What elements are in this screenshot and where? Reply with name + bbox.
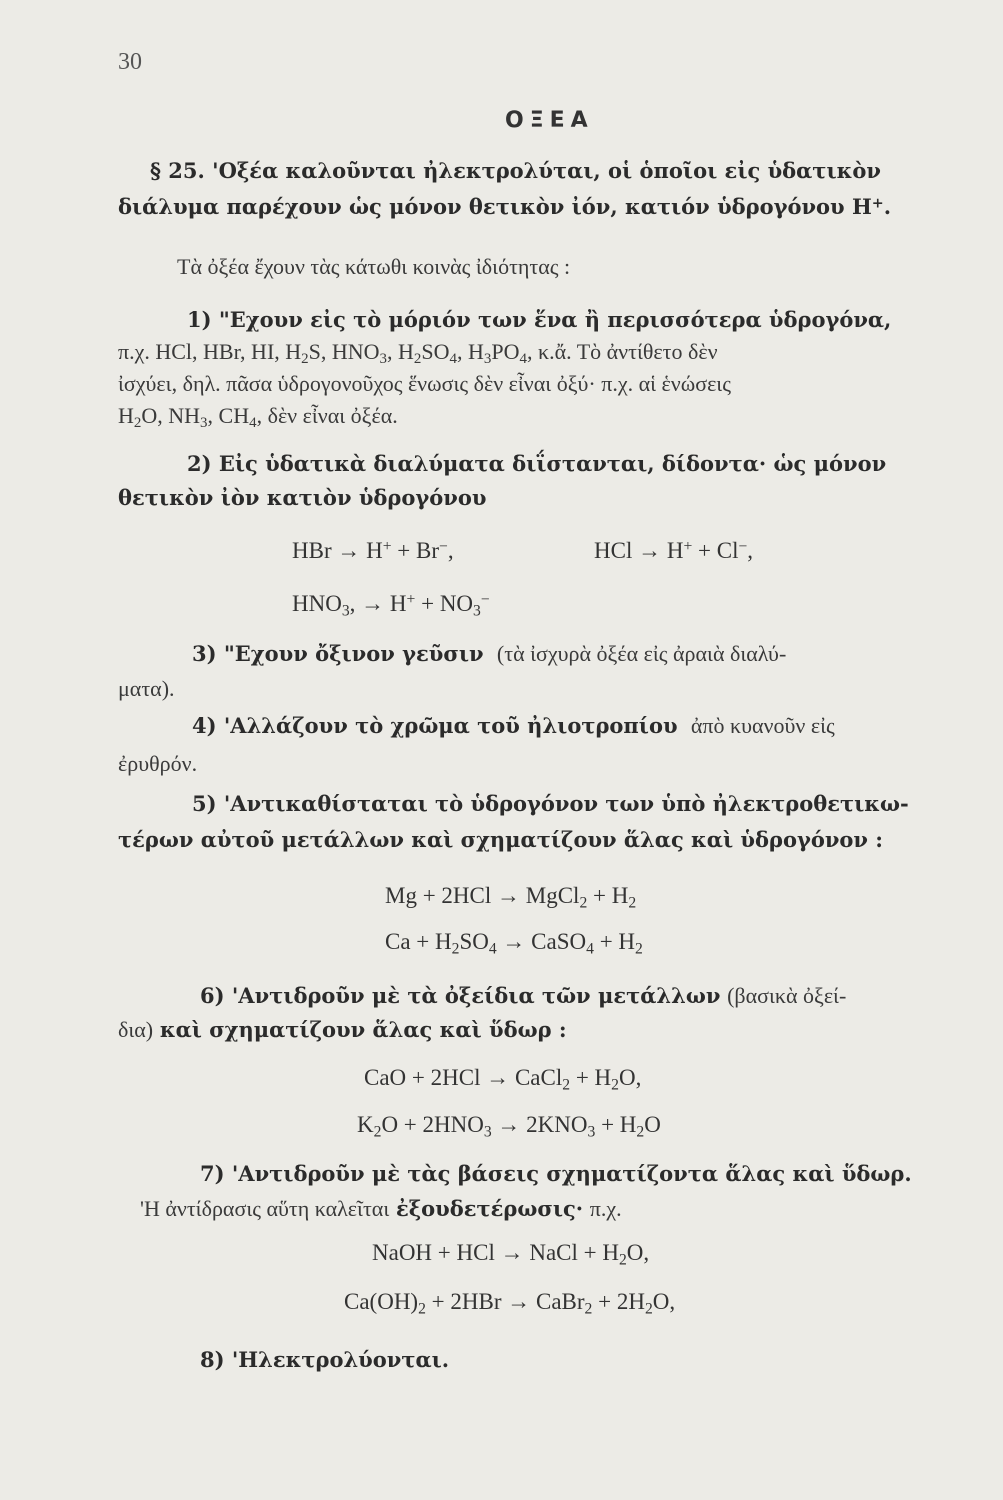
property-2-line-2: θετικὸν ἰὸν κατιὸν ὑδρογόνου <box>118 485 487 510</box>
page-title: ΟΞΕΑ <box>505 108 594 133</box>
property-2-line-1: 2) Εἰς ὑδατικὰ διαλύματα διΐστανται, δίδοντα· ὡς μόνον <box>187 451 887 476</box>
property-5-equation-2: $Ca + H_2SO_4$ → CaSO$_4$ + $H_2$ <box>385 929 643 958</box>
property-7-equation-1: NaOH + HCl → NaCl + $H_2O$, <box>372 1240 650 1269</box>
property-5-line-1: 5) 'Αντικαθίσταται τὸ ὑδρογόνον των ὑπὸ ἠλεκτροθετικω- <box>192 791 909 816</box>
property-1-line-4: $H_2O$, $NH_3$, $CH_4$, δὲν εἶναι ὀξέα. <box>118 403 398 432</box>
property-3-line-2: ματα). <box>118 676 175 701</box>
property-6-equation-2: $K_2O + 2HNO_3 \to 2KNO_3 + H_2O$ <box>357 1112 661 1141</box>
property-7-line-1: 7) 'Αντιδροῦν μὲ τὰς βάσεις σχηματίζοντα ἅλας καὶ ὕδωρ. <box>200 1161 912 1186</box>
property-1-line-1: 1) "Εχουν εἰς τὸ μόριόν των ἕνα ἢ περισσότερα ὑδρογόνα, <box>187 307 892 332</box>
property-1-line-2: π.χ. HCl, HBr, HI, $H_2S$, $HNO_3$, $H_2SO_4$, $H_3PO_4$, κ.ἄ. Τὸ ἀντίθετο δὲν <box>118 339 718 368</box>
definition-text-1: 'Οξέα καλοῦνται ἠλεκτρολύται, οἱ ὁποῖοι εἰς ὑδατικὸν <box>212 158 881 183</box>
property-4-line-2: ἐρυθρόν. <box>118 751 198 776</box>
property-5-line-2: τέρων αὐτοῦ μετάλλων καὶ σχηματίζουν ἅλας καὶ ὑδρογόνον : <box>118 827 884 852</box>
property-6-line-2: δια) καὶ σχηματίζουν ἅλας καὶ ὕδωρ : <box>118 1017 567 1042</box>
property-7-line-2: 'Η ἀντίδρασις αὕτη καλεῖται ἐξουδετέρωσις· π.χ. <box>140 1196 622 1221</box>
definition-line-2: διάλυμα παρέχουν ὡς μόνον θετικὸν ἰόν, κατιόν ὑδρογόνου H+. <box>118 194 892 219</box>
definition-line-1 <box>150 157 881 185</box>
property-2-equation-1: HBr → H+ + Br−, <box>292 537 454 563</box>
page-number: 30 <box>118 49 142 75</box>
property-3-line-1: 3) "Εχουν ὄξινον γεῦσιν (τὰ ἰσχυρὰ ὀξέα εἰς ἀραιὰ διαλύ- <box>192 641 787 666</box>
property-5-equation-1: Mg + 2HCl → MgCl$_2$ + $H_2$ <box>385 883 637 912</box>
property-4-line-1: 4) 'Αλλάζουν τὸ χρῶμα τοῦ ἠλιοτροπίου ἀπὸ κυανοῦν εἰς <box>192 713 835 738</box>
property-1-line-3: ἰσχύει, δηλ. πᾶσα ὑδρογονοῦχος ἕνωσις δὲν εἶναι ὀξύ· π.χ. αἱ ἑνώσεις <box>118 371 731 396</box>
section-number: § 25. <box>150 158 205 183</box>
property-2-equation-2: HCl → H+ + Cl−, <box>594 537 754 563</box>
property-6-equation-1: CaO + 2HCl → CaCl$_2$ + $H_2O$, <box>364 1065 642 1094</box>
property-8-line-1: 8) 'Ηλεκτρολύονται. <box>200 1347 450 1372</box>
property-2-equation-3: $HNO_3$, → $H^+ + NO_3^-$ <box>292 590 490 620</box>
property-6-line-1: 6) 'Αντιδροῦν μὲ τὰ ὀξείδια τῶν μετάλλων (βασικὰ ὀξεί- <box>200 983 847 1008</box>
property-7-equation-2: $Ca(OH)_2 + 2HBr$ → CaBr$_2$ + $2H_2O$, <box>344 1289 676 1318</box>
intro-line: Τὰ ὀξέα ἔχουν τὰς κάτωθι κοινὰς ἰδιότητας : <box>177 254 571 279</box>
